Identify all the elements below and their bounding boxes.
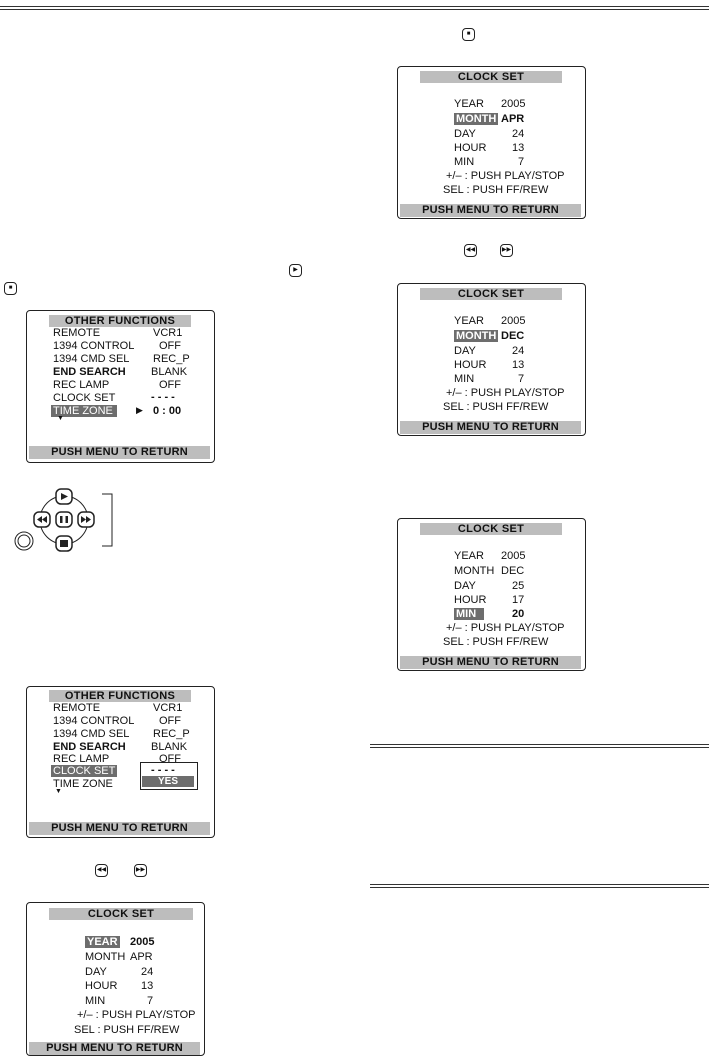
month-value: APR bbox=[130, 951, 153, 963]
rewind-button-icon: ◀◀ bbox=[95, 864, 108, 877]
year-label: YEAR bbox=[87, 936, 118, 948]
help-ff-rew: SEL : PUSH FF/REW bbox=[74, 1024, 180, 1036]
right-arrow-icon: ▶ bbox=[136, 405, 143, 415]
end-search-value: BLANK bbox=[151, 366, 188, 378]
year-value: 2005 bbox=[130, 936, 155, 948]
page-header-rule bbox=[0, 6, 709, 10]
clock-set-label: CLOCK SET bbox=[53, 765, 116, 777]
help-play-stop: +/– : PUSH PLAY/STOP bbox=[446, 170, 565, 182]
hour-value: 13 bbox=[512, 359, 525, 371]
month-label: MONTH bbox=[456, 113, 497, 125]
time-zone-label: TIME ZONE bbox=[53, 778, 113, 790]
hour-value: 13 bbox=[512, 142, 525, 154]
panel-title: OTHER FUNCTIONS bbox=[49, 315, 191, 327]
hour-label: HOUR bbox=[85, 980, 118, 992]
month-label: MONTH bbox=[456, 330, 497, 342]
1394-cmd-sel-value: REC_P bbox=[153, 353, 190, 365]
year-value: 2005 bbox=[501, 98, 526, 110]
play-button-icon: ▶ bbox=[289, 264, 302, 277]
panel-footer: PUSH MENU TO RETURN bbox=[29, 1042, 200, 1055]
panel-footer: PUSH MENU TO RETURN bbox=[29, 822, 210, 835]
min-value: 7 bbox=[518, 373, 525, 385]
panel-title: OTHER FUNCTIONS bbox=[49, 690, 191, 702]
clock-set-panel-3 bbox=[397, 518, 586, 671]
year-value: 2005 bbox=[501, 550, 526, 562]
time-zone-value: 0 : 00 bbox=[153, 405, 182, 417]
rec-lamp-value: OFF bbox=[159, 379, 181, 391]
min-label: MIN bbox=[454, 608, 484, 620]
day-value: 24 bbox=[512, 345, 525, 357]
rewind-button-icon: ◀◀ bbox=[464, 244, 477, 257]
panel-title: CLOCK SET bbox=[420, 71, 562, 83]
1394-cmd-sel-label: 1394 CMD SEL bbox=[53, 728, 130, 740]
year-label: YEAR bbox=[454, 315, 484, 327]
hour-label: HOUR bbox=[454, 142, 487, 154]
end-search-label: END SEARCH bbox=[53, 741, 126, 753]
1394-control-value: OFF bbox=[159, 340, 181, 352]
other-functions-panel-2 bbox=[26, 686, 215, 838]
end-search-label: END SEARCH bbox=[53, 366, 126, 378]
help-play-stop: +/– : PUSH PLAY/STOP bbox=[446, 387, 565, 399]
min-value: 20 bbox=[512, 608, 525, 620]
1394-control-label: 1394 CONTROL bbox=[53, 340, 135, 352]
clock-set-panel-4 bbox=[26, 902, 205, 1056]
clock-set-value: - - - - bbox=[151, 391, 175, 403]
day-label: DAY bbox=[85, 966, 107, 978]
panel-footer: PUSH MENU TO RETURN bbox=[29, 446, 210, 459]
remote-label: REMOTE bbox=[53, 327, 101, 339]
hour-value: 17 bbox=[512, 594, 525, 606]
year-label: YEAR bbox=[454, 550, 484, 562]
help-ff-rew: SEL : PUSH FF/REW bbox=[443, 401, 549, 413]
day-value: 24 bbox=[512, 128, 525, 140]
rec-lamp-label: REC LAMP bbox=[53, 753, 110, 765]
panel-title: CLOCK SET bbox=[420, 523, 562, 535]
day-value: 24 bbox=[141, 966, 154, 978]
rec-lamp-label: REC LAMP bbox=[53, 379, 110, 391]
note-section-bottom-rule bbox=[370, 884, 709, 888]
more-down-arrow-icon: ▼ bbox=[57, 415, 64, 422]
rec-lamp-value: OFF bbox=[159, 753, 181, 765]
other-functions-panel-1 bbox=[26, 310, 215, 463]
day-label: DAY bbox=[454, 128, 476, 140]
clock-set-label: CLOCK SET bbox=[53, 392, 116, 404]
control-pad-graphic bbox=[14, 486, 124, 566]
note-section-top-rule bbox=[370, 744, 709, 748]
hour-label: HOUR bbox=[454, 359, 487, 371]
month-value: APR bbox=[501, 113, 525, 125]
panel-title: CLOCK SET bbox=[420, 288, 562, 300]
fast-forward-button-icon: ▶▶ bbox=[500, 244, 513, 257]
remote-label: REMOTE bbox=[53, 702, 101, 714]
1394-cmd-sel-label: 1394 CMD SEL bbox=[53, 353, 130, 365]
more-down-arrow-icon: ▼ bbox=[55, 788, 62, 795]
min-label: MIN bbox=[454, 156, 475, 168]
1394-control-value: OFF bbox=[159, 715, 181, 727]
min-label: MIN bbox=[85, 995, 106, 1007]
panel-footer: PUSH MENU TO RETURN bbox=[400, 204, 581, 217]
remote-value: VCR1 bbox=[153, 327, 183, 339]
end-search-value: BLANK bbox=[151, 741, 188, 753]
hour-value: 13 bbox=[141, 980, 154, 992]
yes-option: YES bbox=[142, 776, 194, 787]
stop-button-icon: ■ bbox=[462, 28, 475, 41]
panel-footer: PUSH MENU TO RETURN bbox=[400, 656, 581, 669]
panel-footer: PUSH MENU TO RETURN bbox=[400, 421, 581, 434]
clock-set-panel-2 bbox=[397, 283, 586, 436]
time-zone-label: TIME ZONE bbox=[51, 405, 117, 417]
stop-button-icon: ■ bbox=[4, 282, 17, 295]
year-label: YEAR bbox=[454, 98, 484, 110]
help-ff-rew: SEL : PUSH FF/REW bbox=[443, 184, 549, 196]
fast-forward-button-icon: ▶▶ bbox=[134, 864, 147, 877]
control-pad-diagram bbox=[14, 486, 124, 566]
min-value: 7 bbox=[147, 995, 154, 1007]
clock-set-panel-1 bbox=[397, 66, 586, 219]
day-label: DAY bbox=[454, 345, 476, 357]
panel-title: CLOCK SET bbox=[49, 908, 193, 920]
month-label: MONTH bbox=[85, 951, 126, 963]
min-value: 7 bbox=[518, 156, 525, 168]
year-value: 2005 bbox=[501, 315, 526, 327]
day-label: DAY bbox=[454, 580, 476, 592]
help-play-stop: +/– : PUSH PLAY/STOP bbox=[446, 622, 565, 634]
1394-control-label: 1394 CONTROL bbox=[53, 715, 135, 727]
clock-set-value: - - - - bbox=[151, 764, 175, 776]
month-value: DEC bbox=[501, 565, 525, 577]
month-label: MONTH bbox=[454, 565, 495, 577]
hour-label: HOUR bbox=[454, 594, 487, 606]
1394-cmd-sel-value: REC_P bbox=[153, 728, 190, 740]
min-label: MIN bbox=[454, 373, 475, 385]
remote-value: VCR1 bbox=[153, 702, 183, 714]
day-value: 25 bbox=[512, 580, 525, 592]
month-value: DEC bbox=[501, 330, 525, 342]
help-ff-rew: SEL : PUSH FF/REW bbox=[443, 636, 549, 648]
help-play-stop: +/– : PUSH PLAY/STOP bbox=[77, 1009, 196, 1021]
